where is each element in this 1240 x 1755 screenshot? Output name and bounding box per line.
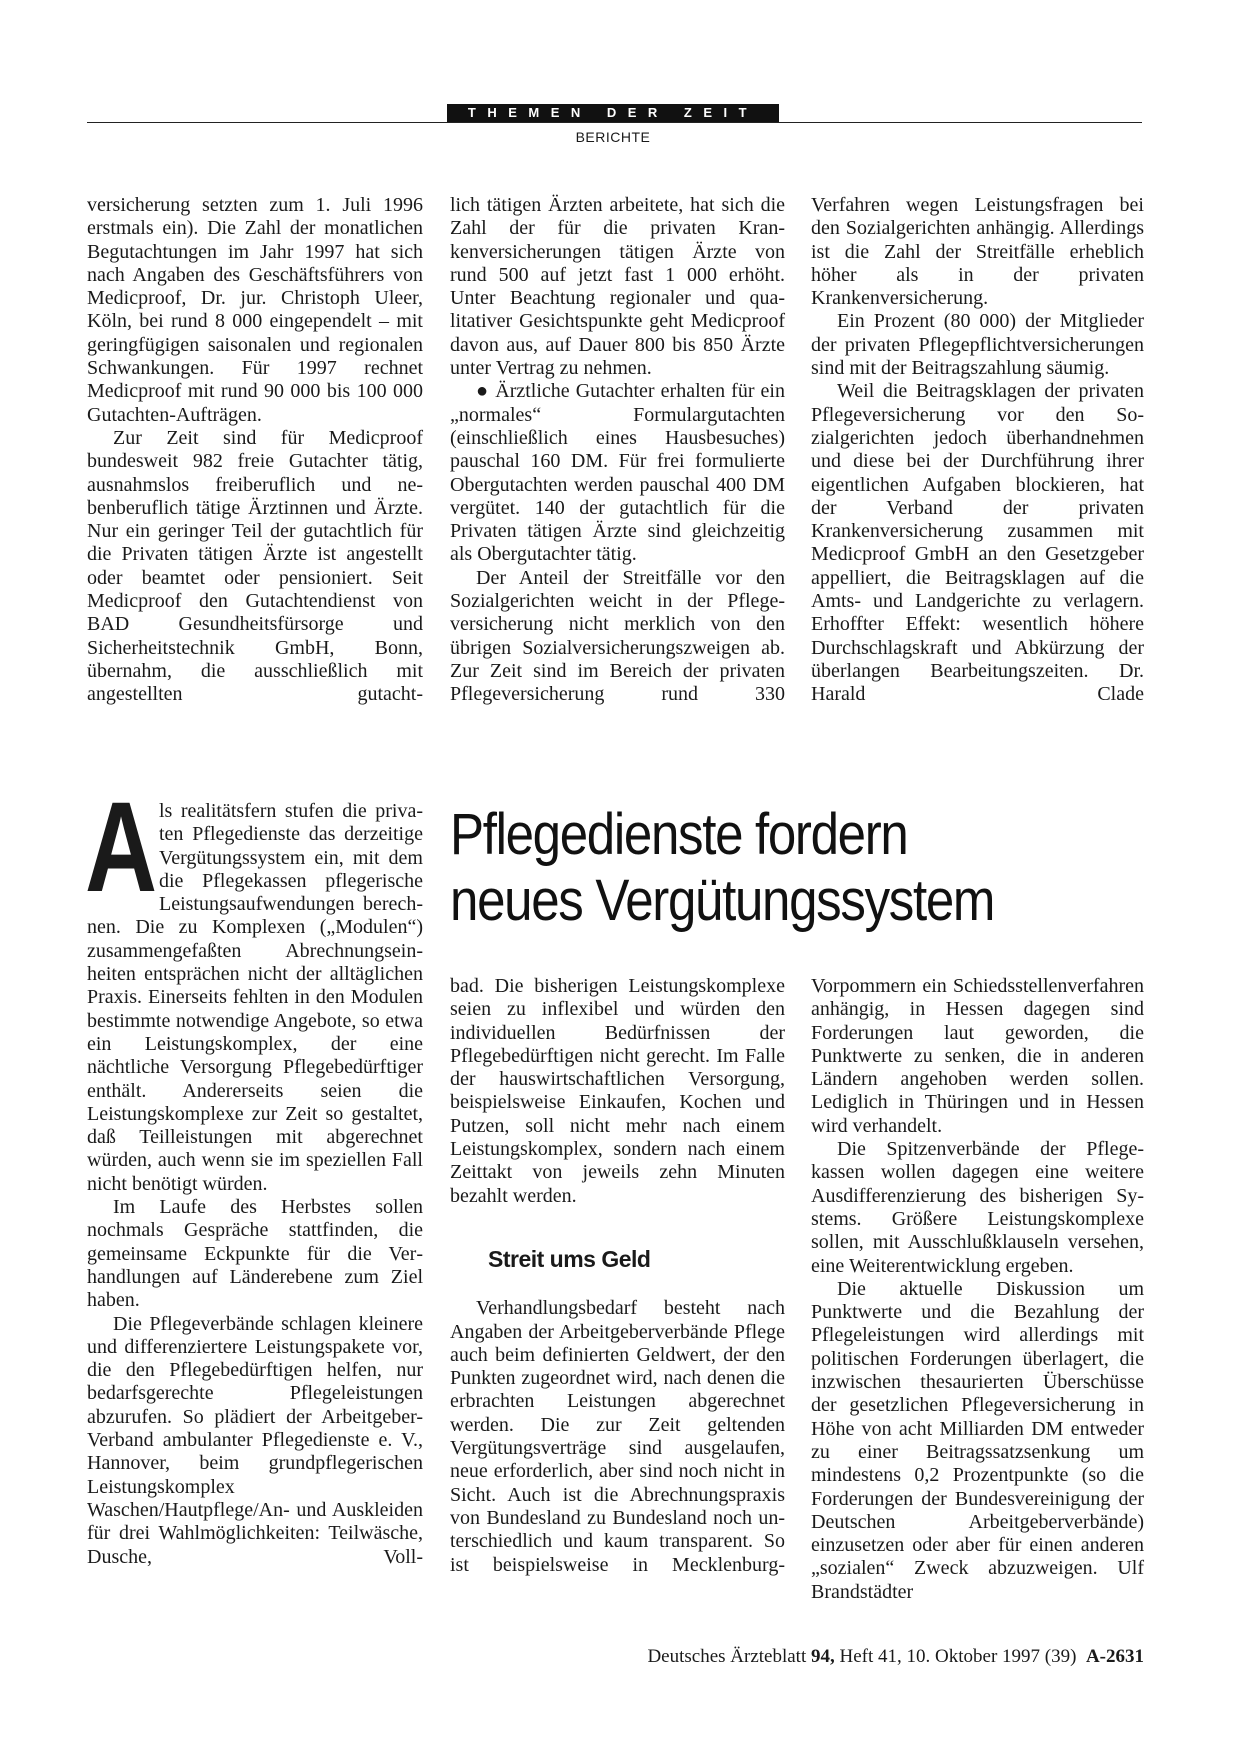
subheading: Streit ums Geld [488,1245,651,1272]
paragraph: Verhandlungsbedarf besteht nach Angaben der Arbeitgeberverbände Pflege auch beim definierten Geldwert, der den Punkten zugeordnet wird, nach denen die erbrachten Leistungen abgerechnet werden. Die zur Zeit geltenden Vergütungsverträge sind ausgelaufen, neue erforderlich, aber sind noch nicht in Sicht. Auch ist die Abrechnungspraxis von Bundesland zu Bundesland noch unterschiedlich und kaum transparent. So ist beispielsweise in Mecklenburg- [450,1297,785,1576]
article2-column-2 [450,975,785,1577]
paragraph: lich tätigen Ärzten arbeitete, hat sich die Zahl der für die privaten Krankenversicherungen tätigen Ärzte von rund 500 auf jetzt fast 1 000 erhöht. Unter Beachtung regionaler und qualitativer Gesichtspunkte geht Medicproof davon aus, auf Dauer 800 bis 850 Ärzte unter Vertrag zu nehmen. [450,194,785,380]
section-banner: THEMEN DER ZEIT [447,104,779,122]
issue-info: Heft 41, 10. Oktober 1997 (39) [839,1646,1077,1667]
lead-paragraph [85,776,423,1196]
article1-column-1 [87,194,423,707]
paragraph: bad. Die bisherigen Leistungskomplexe seien zu inflexibel und würden den individuellen Bedürfnissen der Pflegebedürftigen nicht gerecht. Im Falle der hauswirtschaftlichen Versorgung, beispielsweise Einkaufen, Kochen und Putzen, soll nicht mehr nach einem Leistungskomplex, sondern nach einem Zeittakt von jeweils zehn Minuten bezahlt werden. [450,975,785,1207]
paragraph: Zur Zeit sind für Medicproof bundesweit 982 freie Gutachter tätig, ausnahmslos freiberuflich und nebenberuflich tätige Ärztinnen und Ärzte. Nur ein geringer Teil der gutachtlich für die Privaten tätigen Ärzte ist angestellt oder beamtet oder pensioniert. Seit Medicproof den Gutachtendienst von BAD Gesundheitsfürsorge und Sicherheitstechnik GmbH, Bonn, übernahm, die ausschließlich mit angestellten gutacht- [87,426,423,706]
journal-name: Deutsches Ärzteblatt [647,1646,807,1667]
article1-column-2 [450,194,785,707]
headline-line-2: neues Vergütungssystem [450,868,995,933]
drop-cap: A [85,776,158,919]
article-headline [450,802,1150,934]
paragraph: Verfahren wegen Leistungsfragen bei den Sozialgerichten anhängig. Allerdings ist die Zahl der Streitfälle erheblich höher als in der privaten Krankenversicherung. [811,194,1144,310]
paragraph: Die Spitzenverbände der Pflegekassen wollen dagegen eine weitere Ausdifferenzierung des bisherigen Systems. Größere Leistungskomplexe sollen, mit Ausschlußklauseln versehen, eine Weiterentwicklung ergeben. [811,1138,1144,1277]
paragraph: Ein Prozent (80 000) der Mitglieder der privaten Pflegepflichtversicherungen sind mit der Beitragszahlung säumig. [811,310,1144,380]
author-signature: Ulf Brandstädter [811,1557,1144,1603]
paragraph-with-author [811,380,1144,706]
paragraph-with-author [811,1278,1144,1604]
article2-column-1 [85,776,423,1569]
paragraph: Die Pflegeverbände schlagen kleinere und differenziertere Leistungspakete vor, die den Pflegebedürftigen helfen, nur bedarfsgerechte Pflegeleistungen abzurufen. So plädiert der Arbeitgeber-Verband ambulanter Pflegedienste e. V., Hannover, beim grundpflegerischen Leistungskomplex Waschen/Hautpflege/An- und Auskleiden für drei Wahlmöglichkeiten: Teilwäsche, Dusche, Voll- [87,1312,423,1568]
headline-line-1: Pflegedienste fordern [450,802,908,867]
paragraph-text: Weil die Beitragsklagen der privaten Pflegeversicherung vor den Sozialgerichten jedoch überhandnehmen und diese bei der Durchführung ihrer eigentlichen Aufgaben blockieren, hat der Verband der privaten Krankenversicherung zusammen mit Medicproof GmbH an den Gesetzgeber appelliert, die Beitragsklagen auf die Amts- und Landgerichte zu verlagern. Erhoffter Effekt: wesentlich höhere Durchschlagskraft und Abkürzung der überlangen Bearbeitungszeiten. [811,380,1144,682]
paragraph-text: Die aktuelle Diskussion um Punktwerte und die Bezahlung der Pflegeleistungen wird allerdings mit politischen Forderungen überlagert, die inzwischen thesaurierten Überschüsse der gesetzlichen Pflegeversicherung in Höhe von acht Milliarden DM entweder zu einer Beitragssatzsenkung um mindestens 0,2 Prozentpunkte (so die Forderungen der Bundesvereinigung der Deutschen Arbeitgeberverbände) einzusetzen oder aber für einen anderen „sozialen“ Zweck abzuzweigen. [811,1277,1144,1580]
article1-column-3 [811,194,1144,707]
author-signature: Dr. Harald Clade [811,659,1144,706]
paragraph: versicherung setzten zum 1. Juli 1996 erstmals ein). Die Zahl der monatlichen Begutachtungen im Jahr 1997 hat sich nach Angaben des Geschäftsführers von Medicproof, Dr. jur. Christoph Uleer, Köln, bei rund 8 000 eingependelt – mit geringfügigen saisonalen und regionalen Schwankungen. Für 1997 rechnet Medicproof mit rund 90 000 bis 100 000 Gutachten-Aufträgen. [87,194,423,426]
paragraph: Der Anteil der Streitfälle vor den Sozialgerichten weicht in der Pflegeversicherung nicht merklich von den übrigen Sozialversicherungszweigen ab. Zur Zeit sind im Bereich der privaten Pflegeversicherung rund 330 [450,566,785,706]
paragraph: Im Laufe des Herbstes sollen nochmals Gespräche stattfinden, die gemeinsame Eckpunkte für die Verhandlungen auf Länderebene zum Ziel haben. [87,1196,423,1312]
volume-number: 94, [811,1646,835,1667]
lead-text: ls realitätsfern stufen die privaten Pflegedienste das derzeitige Vergütungssystem ein, mit dem die Pflegekassen pflegerische Leistungsaufwendungen berechnen. Die zu Komplexen („Modulen“) zusammengefaßten Abrechnungseinheiten entsprächen nicht der alltäglichen Praxis. Einerseits fehlten in den Modulen bestimmte notwendige Angebote, so etwa ein Leistungskomplex, der eine nächtliche Versorgung Pflegebedürftiger enthält. Andererseits seien die Leistungskomplexe zur Zeit so gestaltet, daß Teilleistungen mit abgerechnet würden, auch wenn sie im speziellen Fall nicht benötigt würden. [87,800,423,1195]
page-number: A-2631 [1085,1646,1144,1667]
article2-column-3 [811,975,1144,1604]
bullet-paragraph: ● Ärztliche Gutachter erhalten für ein „normales“ Formulargutachten (einschließlich eines Hausbesuches) pauschal 160 DM. Für frei formulierte Obergutachten werden pauschal 400 DM vergütet. 140 der gutachtlich für die Privaten tätigen Ärzte sind gleichzeitig als Obergutachter tätig. [450,380,785,566]
section-subtitle: BERICHTE [575,129,651,145]
page-footer [500,1646,1144,1668]
header-rule [87,122,1142,123]
paragraph: Vorpommern ein Schiedsstellenverfahren anhängig, in Hessen dagegen sind Forderungen laut geworden, die Punktwerte zu senken, die in anderen Ländern angehoben werden sollen. Lediglich in Thüringen und in Hessen wird verhandelt. [811,975,1144,1137]
